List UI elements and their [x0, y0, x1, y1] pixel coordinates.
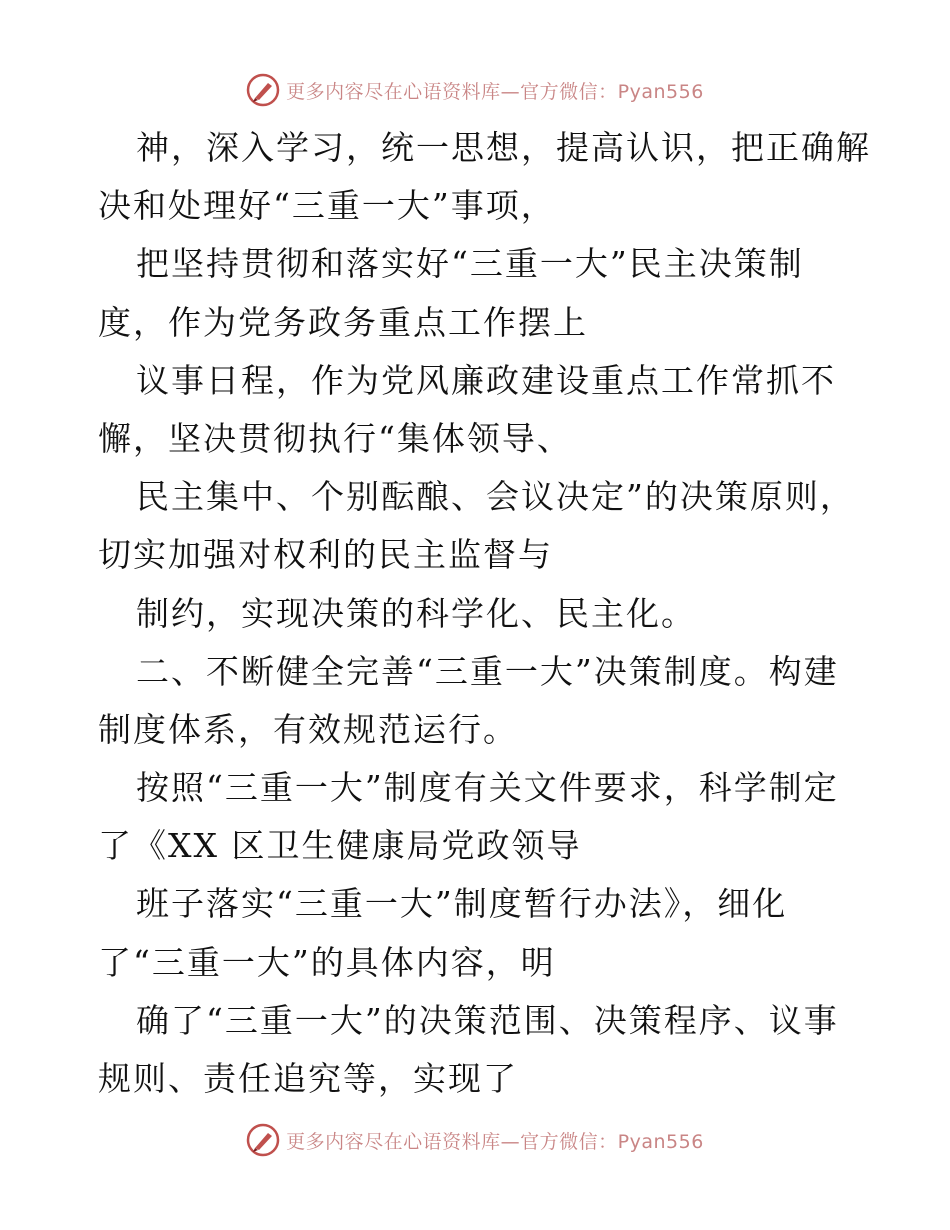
- text-line: 神，深入学习，统一思想，提高认识，把正确解: [136, 128, 871, 167]
- text-line: 了“三重一大”的具体内容，明: [98, 942, 556, 982]
- pen-logo-icon: [246, 73, 280, 107]
- text-line: 议事日程，作为党风廉政建设重点工作常抓不: [136, 360, 836, 400]
- text-line: 班子落实“三重一大”制度暂行办法》，细化: [136, 884, 788, 924]
- text-line: 民主集中、个别酝酿、会议决定”的决策原则，: [136, 477, 855, 517]
- text-line: 把坚持贯彻和落实好“三重一大”民主决策制: [136, 244, 804, 284]
- header-banner-text: 更多内容尽在心语资料库—官方微信：Pyan556: [286, 80, 704, 103]
- document-body: [98, 119, 898, 1108]
- text-line: 规则、责任追究等，实现了: [98, 1059, 518, 1098]
- text-line: 了《XX 区卫生健康局党政领导: [98, 826, 582, 866]
- footer-banner-text: 更多内容尽在心语资料库—官方微信：Pyan556: [286, 1130, 704, 1153]
- footer-banner: [0, 1120, 950, 1160]
- text-line: 二、不断健全完善“三重一大”决策制度。构建: [136, 651, 839, 691]
- text-line: 制度体系，有效规范运行。: [98, 709, 518, 749]
- text-line: 决和处理好“三重一大”事项，: [98, 186, 556, 226]
- text-line: 制约，实现决策的科学化、民主化。: [136, 593, 696, 633]
- pen-logo-icon: [246, 1123, 280, 1157]
- text-line: 懈，坚决贯彻执行“集体领导、: [98, 418, 572, 458]
- text-line: 按照“三重一大”制度有关文件要求，科学制定: [136, 768, 839, 808]
- text-line: 度，作为党务政务重点工作摆上: [98, 302, 588, 342]
- header-banner: [0, 70, 950, 110]
- text-line: 切实加强对权利的民主监督与: [98, 535, 553, 575]
- text-line: 确了“三重一大”的决策范围、决策程序、议事: [136, 1000, 839, 1040]
